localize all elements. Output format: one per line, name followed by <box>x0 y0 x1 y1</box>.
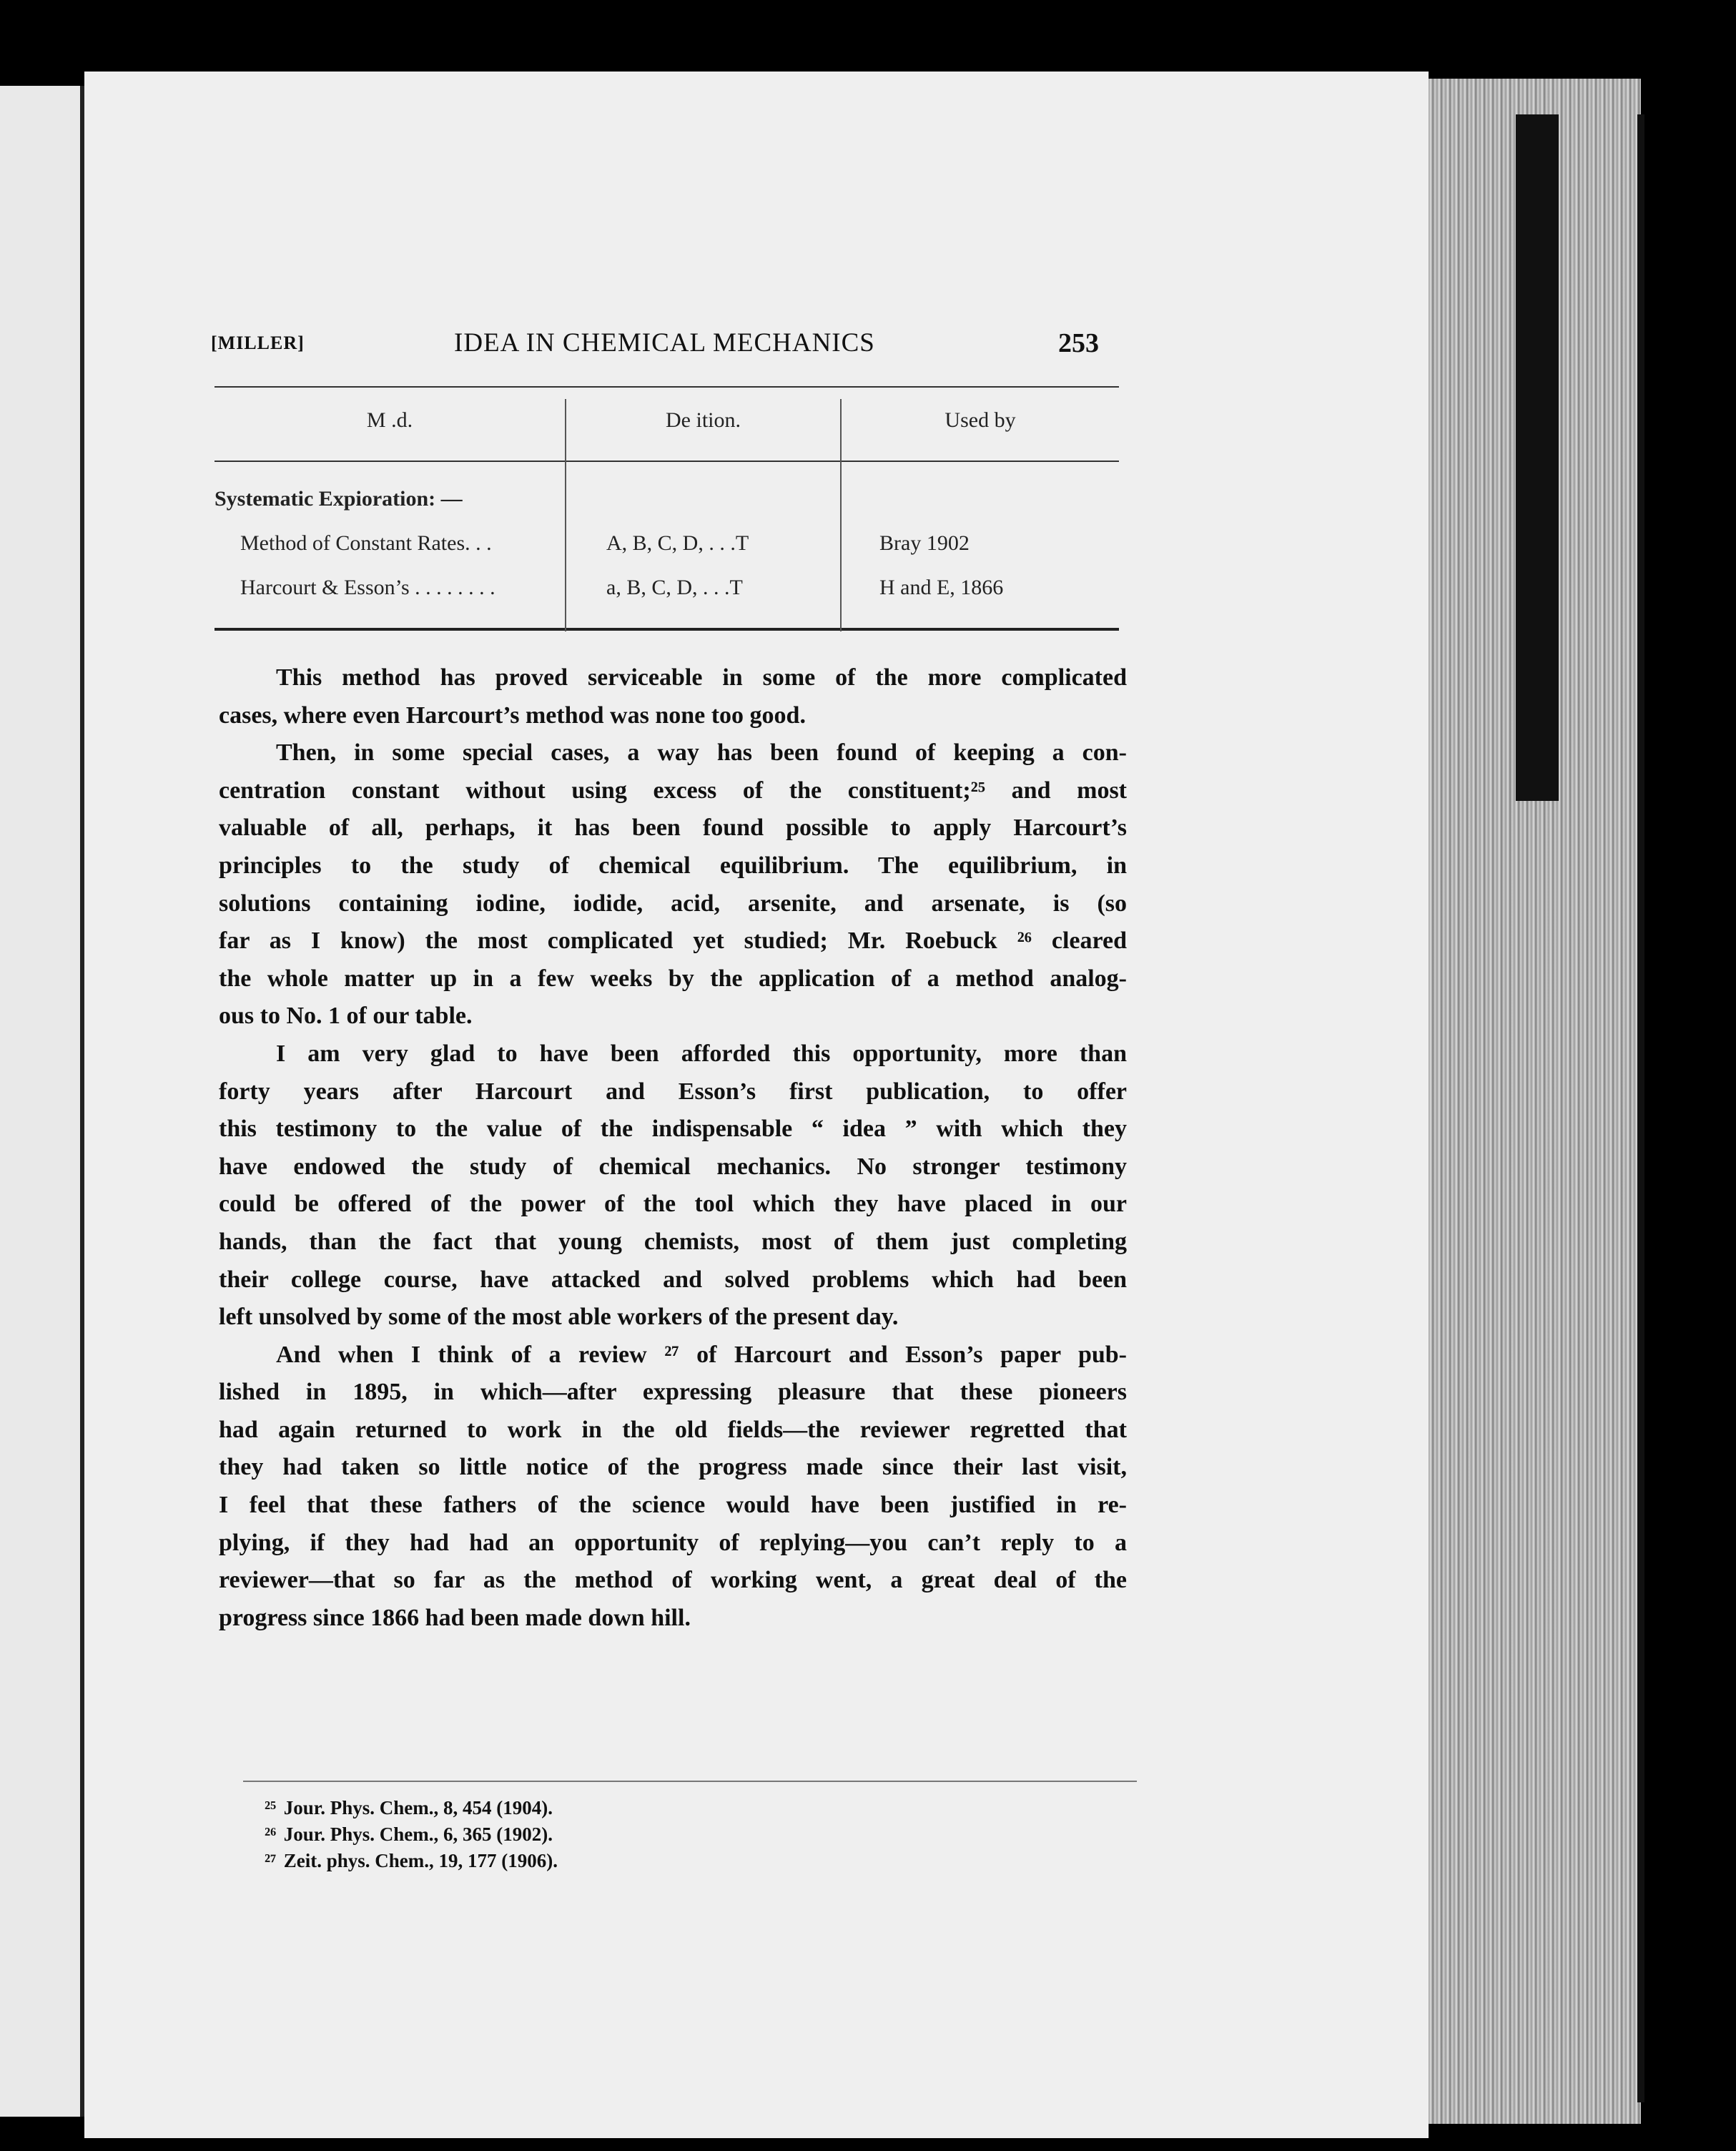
text-line: valuable of all, perhaps, it has been found possible to apply Harcourt’s <box>219 814 1127 842</box>
text-line: reviewer—that so far as the method of working went, a great deal of the <box>219 1567 1127 1594</box>
footnote-rule <box>243 1781 1137 1782</box>
text-line: hands, than the fact that young chemists, most of them just completing <box>219 1228 1127 1255</box>
text-line: This method has proved serviceable in some of the more complicated <box>276 664 1127 691</box>
table-cell-method: Method of Constant Rates. . . <box>240 531 492 555</box>
footnote-text: Jour. Phys. Chem., 6, 365 (1902). <box>283 1823 553 1845</box>
text-line: had again returned to work in the old fields—the reviewer regretted that <box>219 1416 1127 1443</box>
text-line: could be offered of the power of the tool which they have placed in our <box>219 1191 1127 1218</box>
footnote-marker: ²⁷ <box>265 1850 277 1871</box>
previous-page-edge <box>0 86 90 2117</box>
text-line: left unsolved by some of the most able workers of the present day. <box>219 1304 899 1331</box>
table-header-used-by: Used by <box>945 408 1016 432</box>
text-line: lished in 1895, in which—after expressing pleasure that these pioneers <box>219 1379 1127 1406</box>
table-cell-used-by: H and E, 1866 <box>879 576 1004 599</box>
table-bottom-rule <box>214 628 1119 631</box>
footnote-marker: ²⁶ <box>265 1823 277 1845</box>
table-cell-method: Harcourt & Esson’s . . . . . . . . <box>240 576 495 599</box>
text-line: forty years after Harcourt and Esson’s first publication, to offer <box>219 1078 1127 1105</box>
text-line: I feel that these fathers of the science would have been justified in re- <box>219 1492 1127 1519</box>
footnote <box>265 1848 908 1874</box>
footnote <box>265 1795 908 1821</box>
table-header-method: M .d. <box>366 408 413 432</box>
table-cell-definition: A, B, C, D, . . .T <box>606 531 749 555</box>
table-cell-used-by: Bray 1902 <box>879 531 970 555</box>
text-line: the whole matter up in a few weeks by the application of a method analog- <box>219 965 1127 992</box>
table-cell-definition: a, B, C, D, . . .T <box>606 576 743 599</box>
body-text <box>219 659 1127 1637</box>
text-line: And when I think of a review ²⁷ of Harcourt and Esson’s paper pub- <box>276 1341 1127 1368</box>
footnote <box>265 1821 908 1848</box>
running-header-author: [MILLER] <box>211 333 305 353</box>
text-line: far as I know) the most complicated yet studied; Mr. Roebuck ²⁶ cleared <box>219 927 1127 955</box>
text-line: principles to the study of chemical equilibrium. The equilibrium, in <box>219 852 1127 879</box>
page-number: 253 <box>1058 328 1099 358</box>
text-line: have endowed the study of chemical mechanics. No stronger testimony <box>219 1153 1127 1180</box>
table-top-rule <box>214 386 1119 388</box>
methods-table <box>214 386 1119 633</box>
footnote-text: Zeit. phys. Chem., 19, 177 (1906). <box>283 1850 558 1871</box>
text-line: solutions containing iodine, iodide, acid, arsenite, and arsenate, is (so <box>219 890 1127 917</box>
table-header-definition: De ition. <box>666 408 741 432</box>
text-line: progress since 1866 had been made down hill. <box>219 1604 691 1631</box>
text-line: their college course, have attacked and solved problems which had been <box>219 1266 1127 1293</box>
text-line: ous to No. 1 of our table. <box>219 1003 473 1030</box>
text-line: plying, if they had had an opportunity of replying—you can’t reply to a <box>219 1529 1127 1556</box>
table-section-label: Systematic Expioration: — <box>214 487 463 511</box>
text-line: cases, where even Harcourt’s method was none too good. <box>219 702 806 729</box>
text-line: Then, in some special cases, a way has been found of keeping a con- <box>276 739 1127 767</box>
footnote-marker: ²⁵ <box>265 1797 277 1818</box>
footnote-text: Jour. Phys. Chem., 8, 454 (1904). <box>283 1797 553 1818</box>
text-line: this testimony to the value of the indispensable “ idea ” with which they <box>219 1116 1127 1143</box>
footnotes <box>265 1795 908 1874</box>
running-header-title: IDEA IN CHEMICAL MECHANICS <box>454 328 875 358</box>
text-line: centration constant without using excess of the constituent;²⁵ and most <box>219 777 1127 804</box>
text-line: I am very glad to have been afforded this opportunity, more than <box>276 1040 1127 1067</box>
table-header-rule <box>214 461 1119 462</box>
text-line: they had taken so little notice of the progress made since their last visit, <box>219 1454 1127 1481</box>
page-stack-shadow <box>1516 114 1559 801</box>
book-cover-edge <box>1637 114 1644 2102</box>
